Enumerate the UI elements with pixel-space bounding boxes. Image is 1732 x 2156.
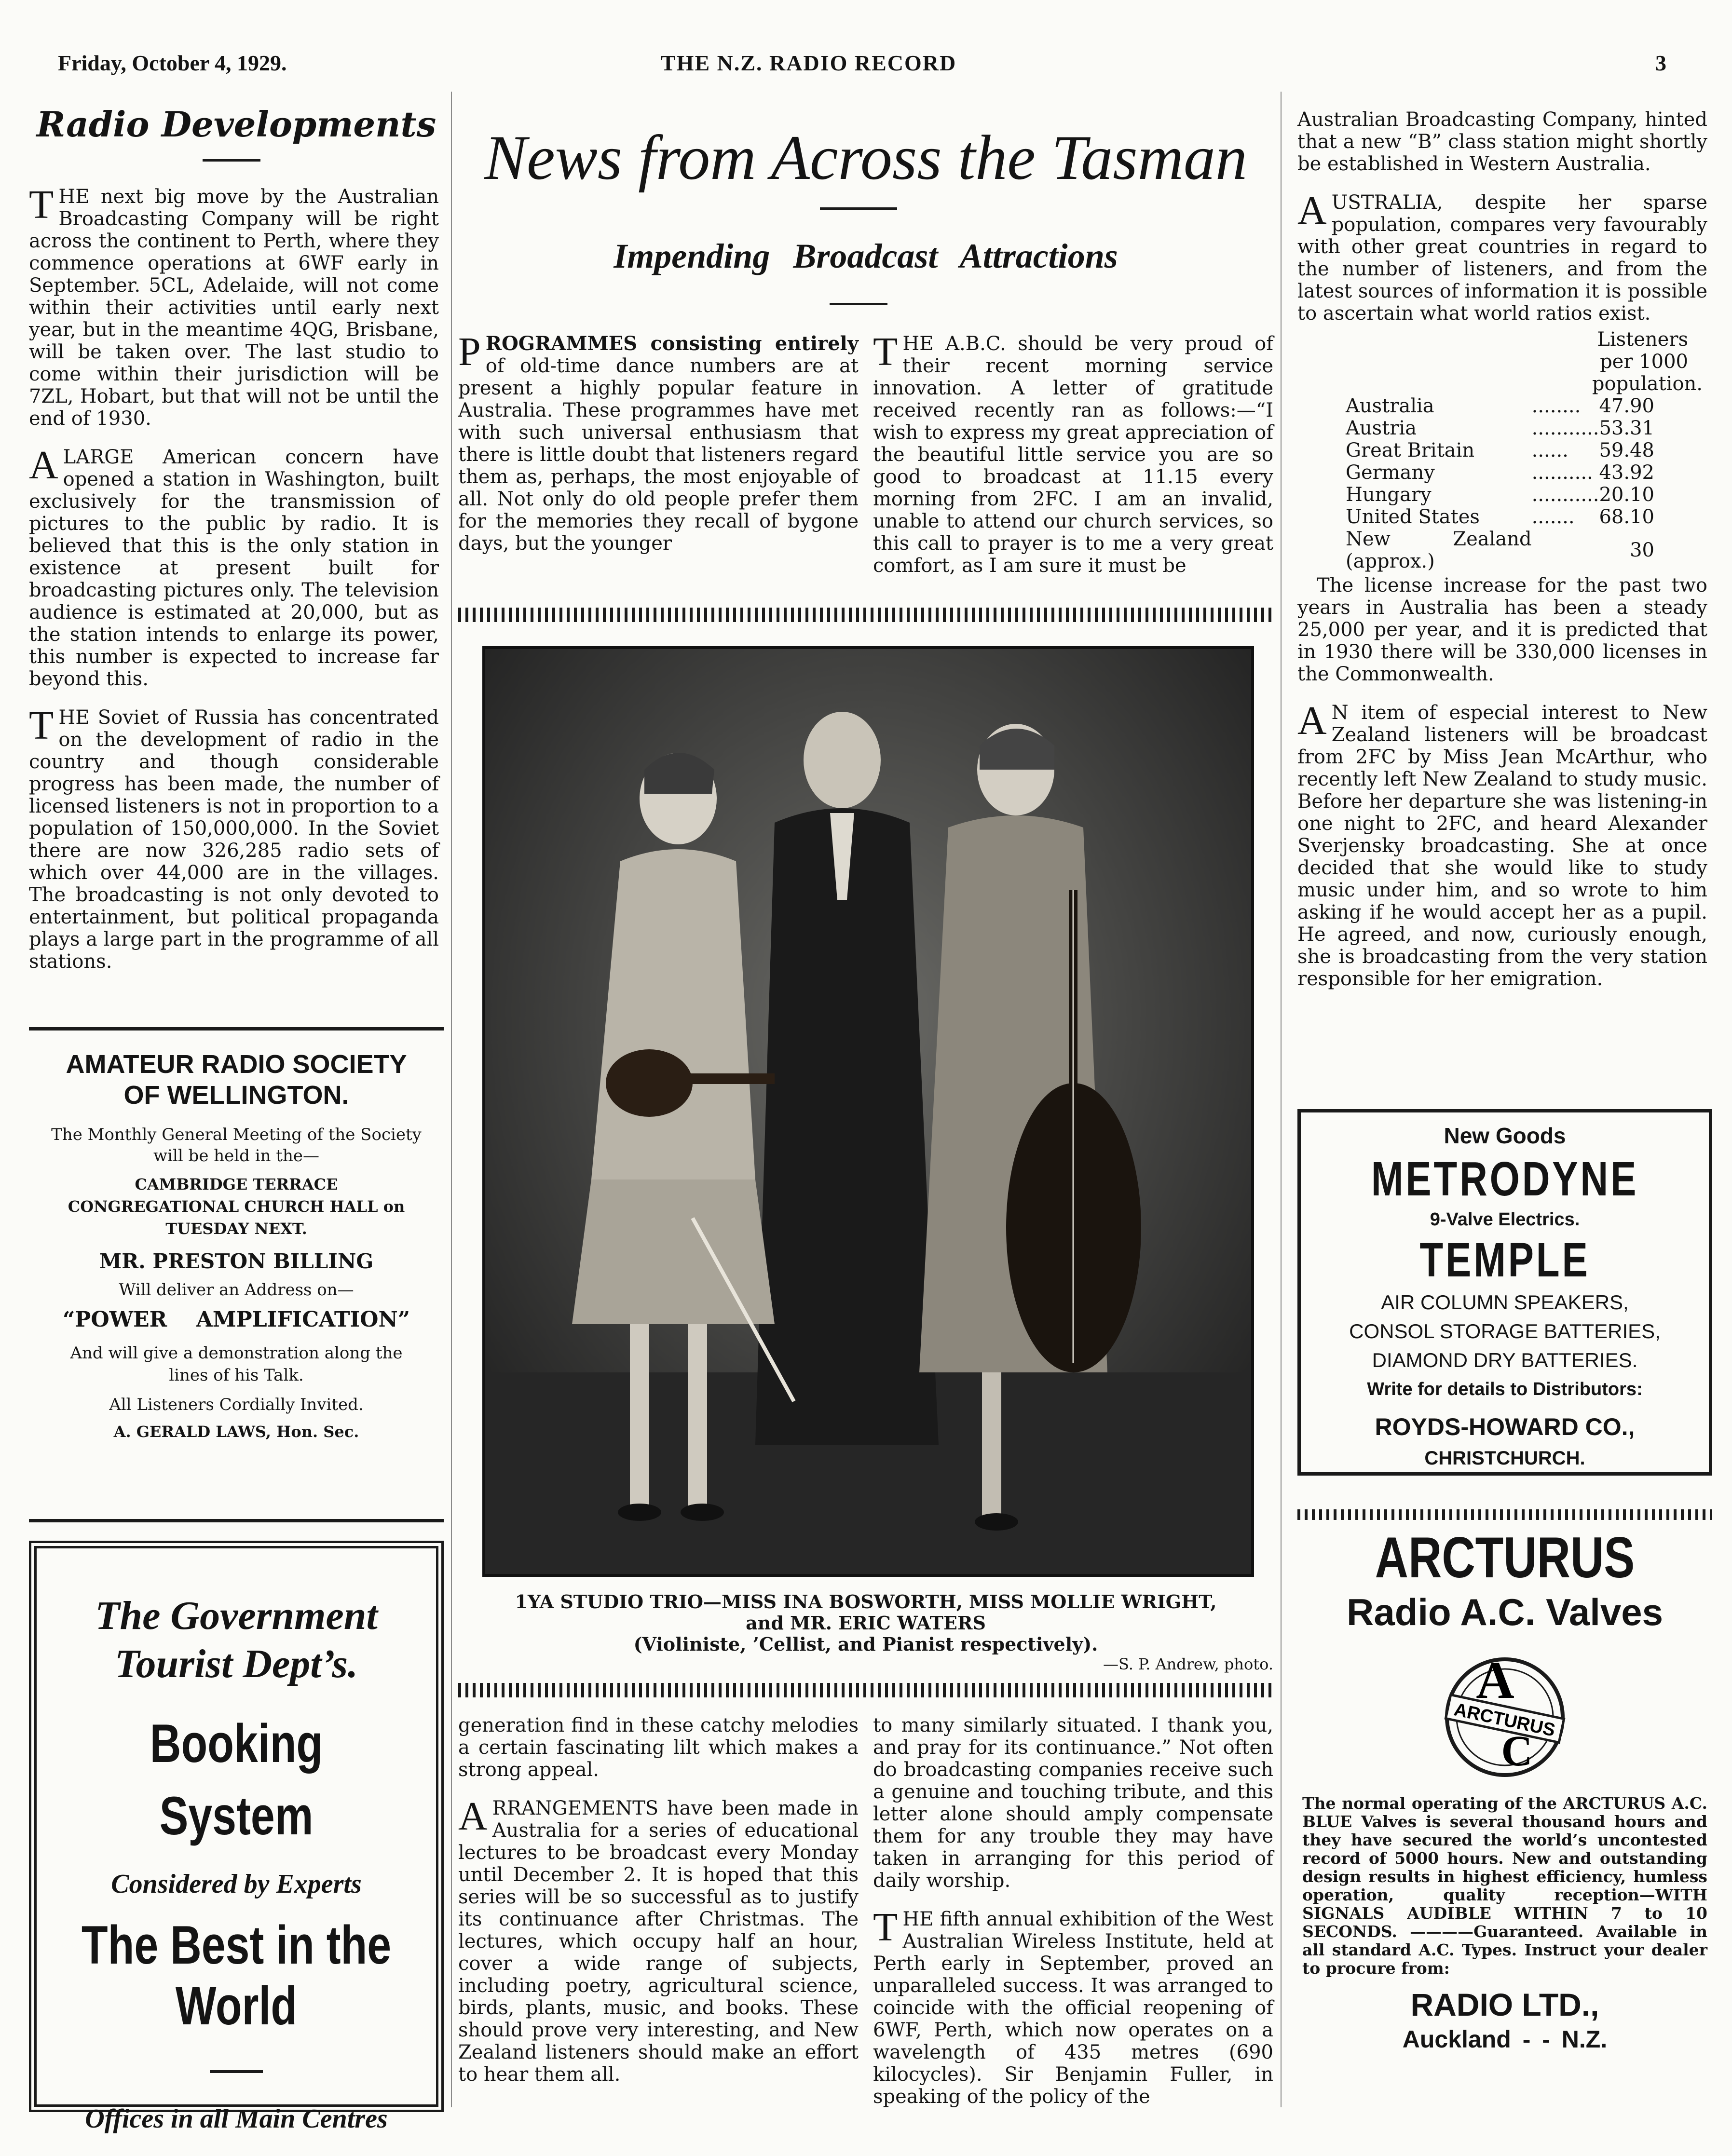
listeners-value: 59.48	[1599, 439, 1654, 461]
right-continued-text: Australian Broadcasting Company, hinted that a new “B” class station might shortly be established in Western Australia.	[1297, 108, 1707, 175]
arcturus-dealer-city: Auckland - - N.Z.	[1402, 2026, 1608, 2053]
license-article: The license increase for the past two years in Australia has been a steady 25,000 per year, and it is predicted that in 1930 there will be 330,000 licenses in the Commonwealth.	[1297, 574, 1707, 685]
article-washington: A LARGE American concern have opened a station in Washington, built exclusively for the transmission of pictures to the public by radio. It is believed that this is the only station in existence at present built for broadcasting pictures only. The television audience is estimated at 20,000, but as the station intends to enlarge its power, this number is expected to increase far beyond this.	[29, 443, 439, 690]
listeners-value: 53.31	[1599, 417, 1654, 439]
feature-headline: News from Across the Tasman	[484, 122, 1247, 193]
arcturus-ad	[1297, 1526, 1712, 2054]
tourist-line-2: Tourist Dept’s.	[114, 1641, 358, 1686]
arcturus-brand: ARCTURUS	[1375, 1525, 1635, 1590]
listeners-row	[1346, 439, 1654, 461]
notice-speaker: MR. PRESTON BILLING	[99, 1249, 374, 1273]
feature-col1-bottom: generation find in these catchy melodies a certain fascinating lilt which makes a strong appeal. ARRANGEMENTS have been made in Australia for a series of educational lectures to be broadcast every Monday until December 2. It is hoped that this series will be so successful as to justify its continuance after Christmas. The lectures, which occupy half an hour, cover a wide range of subjects, including poetry, agricultural science, birds, plants, music, and books. These should prove very interesting, and New Zealand listeners should make an effort to hear them all.	[458, 1714, 859, 2086]
tourist-line-3: Booking System	[150, 1713, 323, 1846]
arcturus-sub: Radio A.C. Valves	[1346, 1591, 1664, 1633]
listeners-value: 43.92	[1599, 461, 1654, 484]
page-number: 3	[1655, 51, 1666, 75]
ornamental-rule-bottom	[458, 1683, 1273, 1697]
caption-line-1: 1YA STUDIO TRIO—MISS INA BOSWORTH, MISS MOLLIE WRIGHT,	[515, 1591, 1217, 1613]
tourist-rule	[210, 2070, 263, 2073]
metrodyne-new-goods: New Goods	[1444, 1123, 1566, 1148]
photo-caption	[458, 1591, 1273, 1655]
country-name: United States	[1346, 506, 1480, 528]
feature-col2-bottom: to many similarly situated. I thank you, and pray for its continuance.” Not often do broadcasting companies receive such a genuine and touching tribute, and this letter alone should amply compensate them for any trouble they may have taken in arranging for this period of daily worship. THE fifth annual exhibition of the West Australian Wireless Institute, held at Perth early in September, proved an unparalleled success. It was arranged to coincide with the official reopening of 6WF, Perth, which now operates on a wavelength of 435 metres (690 kilocycles). Sir Benjamin Fuller, in speaking of the policy of the	[873, 1714, 1273, 2108]
temple-brand: TEMPLE	[1419, 1233, 1590, 1287]
listeners-article: AUSTRALIA, despite her sparse population, compares very favourably with other great countries in regard to the number of listeners, and from the latest sources of information it is possible to ascertain what world ratios exist.	[1297, 188, 1707, 325]
arcturus-logo	[1428, 1645, 1582, 1790]
metrodyne-distributor: ROYDS-HOWARD CO.,	[1375, 1413, 1635, 1440]
notice-deliver: Will deliver an Address on—	[119, 1280, 354, 1300]
listeners-row	[1346, 528, 1654, 572]
metrodyne-ad	[1297, 1109, 1712, 1476]
feature-subhead: Impending Broadcast Attractions	[614, 237, 1118, 275]
country-name: Australia	[1346, 395, 1434, 417]
leader-dots: ........	[1531, 395, 1581, 417]
tourist-line-7: Offices in all Main Centres	[85, 2104, 388, 2134]
studio-trio-photo	[482, 646, 1254, 1577]
metrodyne-line-2: CONSOL STORAGE BATTERIES,	[1349, 1320, 1661, 1342]
listeners-value: 20.10	[1599, 484, 1654, 506]
leader-dots: ...........	[1531, 484, 1599, 506]
notice-secretary: A. GERALD LAWS, Hon. Sec.	[113, 1423, 359, 1441]
arcturus-dealer: RADIO LTD.,	[1410, 1987, 1599, 2022]
leader-dots: ..........	[1531, 461, 1593, 484]
logo-letter-c: C	[1501, 1727, 1533, 1775]
country-name: New Zealand (approx.)	[1346, 528, 1532, 572]
article-soviet: THE Soviet of Russia has concentrated on the development of radio in the country and though considerable progress has been made, the number of licensed listeners is not in proportion to a population of 150,000,000. In the Soviet there are now 326,285 radio sets of which over 44,000 are in the villages. The broadcasting is not only devoted to entertainment, but political propaganda plays a large part in the programme of all stations.	[29, 703, 439, 973]
newspaper-title: THE N.Z. RADIO RECORD	[661, 51, 957, 75]
leader-dots: .......	[1531, 506, 1575, 528]
leader-dots: ...........	[1531, 417, 1599, 439]
photo-credit: —S. P. Andrew, photo.	[1103, 1655, 1273, 1673]
country-name: Austria	[1346, 417, 1417, 439]
country-name: Hungary	[1346, 484, 1432, 506]
mcarthur-article: A N item of especial interest to New Zealand listeners will be broadcast from 2FC by Miss Jean McArthur, who recently left New Zealand to study music. Before her departure she was listening-in one night to 2FC, and heard Alexander Sverjensky broadcasting. She at once decided that she would like to study music under him, and so wrote to him asking if he would accept her as a pupil. He agreed, and now, curiously enough, she is broadcasting from the very station responsible for her emigration.	[1297, 698, 1707, 990]
metrodyne-brand: METRODYNE	[1371, 1152, 1639, 1206]
heading-rule	[203, 159, 260, 162]
studio-trio-photo-svg	[485, 649, 1251, 1574]
listeners-row	[1346, 484, 1654, 506]
listeners-table	[1346, 395, 1654, 572]
feature-col1-top: PROGRAMMES consisting entirely of old-time dance numbers are at present a highly popular feature in Australia. These programmes have met with such universal enthusiasm that there is little doubt that listeners regard them as, perhaps, the most enjoyable of all. Not only do old people prefer them for the memories they recall of bygone days, but the younger	[458, 329, 859, 555]
listeners-row	[1346, 417, 1654, 439]
tourist-line-5: The Best in the	[81, 1915, 392, 1975]
notice-top-rule	[29, 1027, 444, 1031]
subhead-rule	[830, 303, 887, 305]
listeners-value: 30	[1630, 539, 1654, 561]
logo-text: ARCTURUS	[1452, 1699, 1557, 1741]
notice-demo: And will give a demonstration along the lines of his Talk.	[70, 1343, 403, 1385]
notice-intro: The Monthly General Meeting of the Society will be held in the—	[51, 1125, 422, 1166]
listeners-value: 47.90	[1599, 395, 1654, 417]
metrodyne-city: CHRISTCHURCH.	[1424, 1448, 1585, 1469]
metrodyne-line-3: DIAMOND DRY BATTERIES.	[1372, 1349, 1638, 1371]
right-articles	[1297, 108, 1707, 1006]
notice-bottom-rule	[29, 1519, 444, 1522]
notice-venue: CAMBRIDGE TERRACE CONGREGATIONAL CHURCH HALL on TUESDAY NEXT.	[68, 1175, 405, 1238]
article-6wf: THE next big move by the Australian Broadcasting Company will be right across the continent to Perth, where they commence operations at 6WF early in September. 5CL, Adelaide, will not come within their activities until early next year, but in the meantime 4QG, Brisbane, will be taken over. The last studio to come within their jurisdiction will be 7ZL, Hobart, but that will not be until the end of 1930.	[29, 182, 439, 430]
arcturus-body: The normal operating of the ARCTURUS A.C. BLUE Valves is several thousand hours and they have secured the world’s uncontested record of 5000 hours. New and outstanding design results in highest efficiency, humless operation, quality reception—WITH SIGNALS AUDIBLE WITHIN 7 to 10 SECONDS. ————Guaranteed. Available in all standard A.C. Types. Instruct your dealer to procure from:	[1302, 1794, 1707, 1978]
arcturus-top-rule	[1297, 1509, 1712, 1520]
left-articles	[29, 182, 439, 989]
feature-col2-top: THE A.B.C. should be very proud of their recent morning service innovation. A letter of gratitude received recently ran as follows:—“I wish to express my great appreciation of the beautiful little service you are so good to broadcast at 11.15 every morning from 2FC. I am an invalid, unable to attend our church services, so this call to prayer is to me a very great comfort, as I am sure it must be	[873, 329, 1273, 577]
tourist-line-6: World	[175, 1976, 298, 2036]
radio-developments-heading: Radio Developments	[36, 104, 436, 145]
metrodyne-sub: 9-Valve Electrics.	[1430, 1209, 1580, 1230]
leader-dots	[1532, 528, 1599, 572]
listeners-table-header: Listeners per 1000 population.	[1592, 328, 1703, 395]
listeners-row	[1346, 461, 1654, 484]
column-divider-left	[451, 92, 452, 2107]
listeners-row	[1346, 395, 1654, 417]
column-divider-right	[1281, 92, 1282, 2107]
amateur-radio-notice	[29, 1049, 444, 1443]
headline-rule	[820, 207, 897, 210]
metrodyne-line-1: AIR COLUMN SPEAKERS,	[1381, 1291, 1629, 1314]
tourist-line-1: The Government	[95, 1593, 378, 1638]
tourist-line-4: Considered by Experts	[111, 1869, 362, 1899]
logo-letter-a: A	[1476, 1651, 1514, 1709]
caption-line-3: (Violiniste, ’Cellist, and Pianist respectively).	[633, 1633, 1098, 1655]
leader-dots: ......	[1531, 439, 1568, 461]
notice-title-1: AMATEUR RADIO SOCIETY	[66, 1050, 407, 1079]
notice-topic: “POWER AMPLIFICATION”	[63, 1307, 410, 1332]
country-name: Great Britain	[1346, 439, 1475, 461]
issue-date: Friday, October 4, 1929.	[58, 51, 287, 75]
ornamental-rule-top	[458, 608, 1273, 622]
caption-line-2: and MR. ERIC WATERS	[746, 1612, 986, 1634]
metrodyne-line-4: Write for details to Distributors:	[1367, 1379, 1643, 1399]
notice-title-2: OF WELLINGTON.	[123, 1081, 349, 1110]
tourist-dept-ad	[29, 1541, 444, 2134]
listeners-value: 68.10	[1599, 506, 1654, 528]
listeners-row	[1346, 506, 1654, 528]
country-name: Germany	[1346, 461, 1435, 484]
notice-invite: All Listeners Cordially Invited.	[109, 1395, 364, 1414]
